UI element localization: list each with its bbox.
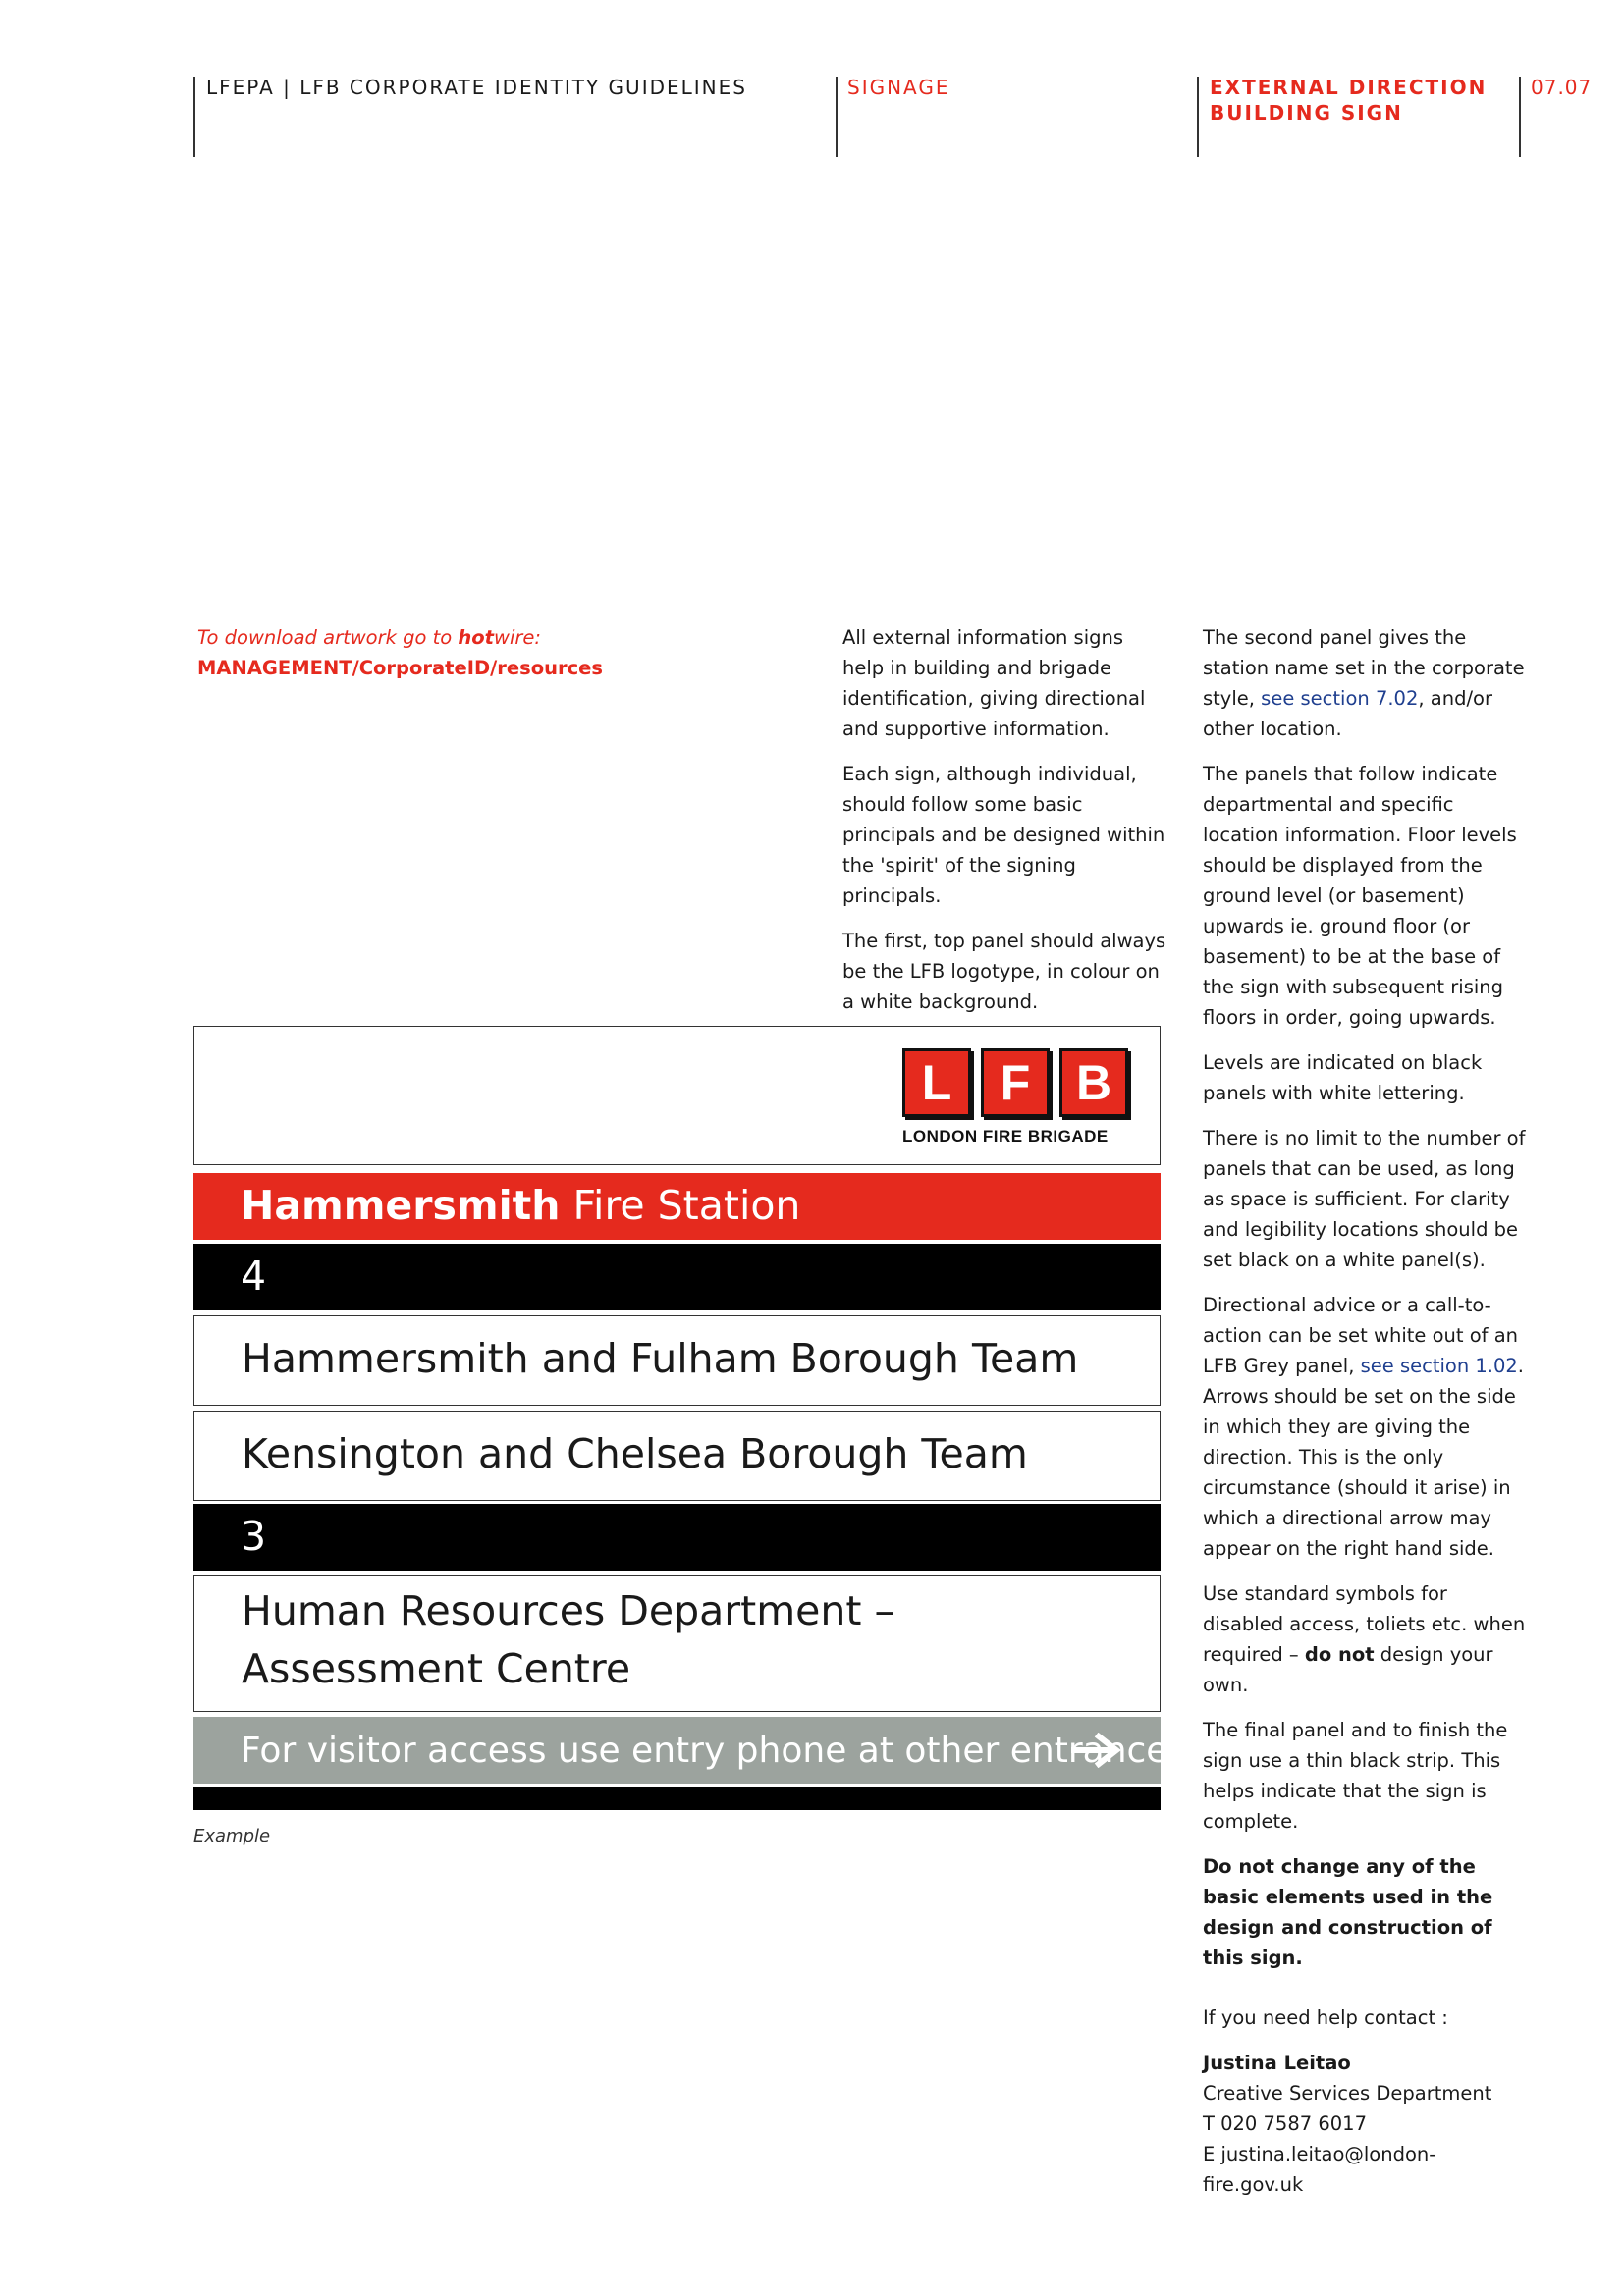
station-panel xyxy=(193,1173,1161,1240)
visitor-panel xyxy=(193,1717,1168,1784)
download-note xyxy=(197,622,603,683)
help-text: If you need help contact : xyxy=(1203,2006,1448,2029)
right-p6-tail: design your own. xyxy=(1203,1643,1493,1696)
hr-label-line-2: Assessment Centre xyxy=(242,1645,631,1692)
see-section-7-02-link[interactable]: see section 7.02 xyxy=(1261,687,1419,710)
right-paragraph-4: There is no limit to the number of panels that can be used, as long as space is sufficient. For clarity and legibility locations should be set black on a white panel(s). xyxy=(1203,1127,1526,1271)
visitor-label: For visitor access use entry phone at other entrance xyxy=(241,1731,1168,1771)
right-p5-text: Directional advice or a call-to-action can be set white out of an LFB Grey panel, xyxy=(1203,1294,1519,1377)
middle-paragraph-1: All external information signs help in building and brigade identification, giving directional and supportive information. xyxy=(842,626,1146,740)
lfb-logo xyxy=(902,1048,1128,1158)
contact-email[interactable]: E justina.leitao@london-fire.gov.uk xyxy=(1203,2143,1436,2196)
right-paragraph-6 xyxy=(1203,1578,1527,1700)
hr-label xyxy=(242,1582,894,1698)
right-paragraph-3: Levels are indicated on black panels with white lettering. xyxy=(1203,1051,1483,1104)
logo-panel xyxy=(193,1026,1161,1165)
doc-title: LFEPA | LFB CORPORATE IDENTITY GUIDELINES xyxy=(206,76,747,99)
team-1-label: Hammersmith and Fulham Borough Team xyxy=(242,1335,1079,1382)
right-paragraph-7: The final panel and to finish the sign use a thin black strip. This helps indicate that the sign is complete. xyxy=(1203,1719,1508,1833)
right-paragraph-1 xyxy=(1203,622,1527,744)
section-label: SIGNAGE xyxy=(847,76,950,99)
page-title-line-1: EXTERNAL DIRECTION xyxy=(1210,76,1488,99)
right-p1-tail: , and/or other location. xyxy=(1203,687,1492,740)
team-2-panel xyxy=(193,1411,1161,1501)
level-4-label: 4 xyxy=(241,1253,267,1300)
contact-dept: Creative Services Department xyxy=(1203,2082,1492,2105)
middle-paragraph-3: The first, top panel should always be the LFB logotype, in colour on a white background. xyxy=(842,930,1166,1013)
right-p1-text: The second panel gives the station name set in the corporate style, xyxy=(1203,626,1525,710)
hr-label-line-1: Human Resources Department – xyxy=(242,1587,894,1634)
page-title xyxy=(1210,75,1487,126)
right-paragraph-8: Do not change any of the basic elements used in the design and construction of this sign. xyxy=(1203,1855,1493,1969)
header-rule-4 xyxy=(1519,77,1521,157)
header-rule-1 xyxy=(193,77,195,157)
contact-phone: T 020 7587 6017 xyxy=(1203,2112,1367,2135)
header-rule-3 xyxy=(1197,77,1199,157)
level-3-panel xyxy=(193,1504,1161,1571)
right-column xyxy=(1203,622,1527,2200)
arrow-right-icon xyxy=(1071,1733,1122,1768)
right-p6-bold: do not xyxy=(1304,1643,1375,1666)
right-p5-tail: . Arrows should be set on the side in which they are giving the direction. This is the only circumstance (should it arise) in which a directional arrow may appear on the right hand side. xyxy=(1203,1355,1524,1560)
station-name xyxy=(241,1177,800,1235)
right-p6-text: Use standard symbols for disabled access, toliets etc. when required – xyxy=(1203,1582,1526,1666)
contact-block xyxy=(1203,2048,1527,2200)
station-name-bold: Hammersmith xyxy=(241,1182,561,1229)
contact-name: Justina Leitao xyxy=(1203,2052,1351,2074)
middle-paragraph-2: Each sign, although individual, should follow some basic principals and be designed within the 'spirit' of the signing principals. xyxy=(842,763,1165,907)
header-rule-2 xyxy=(836,77,838,157)
logo-letter-f: F xyxy=(981,1048,1050,1117)
right-paragraph-5 xyxy=(1203,1290,1527,1564)
hr-panel xyxy=(193,1575,1161,1712)
level-4-panel xyxy=(193,1244,1161,1310)
team-2-label: Kensington and Chelsea Borough Team xyxy=(242,1430,1028,1477)
download-intro: To download artwork go to xyxy=(197,626,459,649)
station-name-regular: Fire Station xyxy=(560,1182,801,1229)
download-hot: hot xyxy=(458,626,495,649)
page-number: 07.07 xyxy=(1531,76,1593,99)
logo-letter-l: L xyxy=(902,1048,971,1117)
level-3-label: 3 xyxy=(241,1513,267,1560)
end-strip xyxy=(193,1787,1161,1810)
page-title-line-2: BUILDING SIGN xyxy=(1210,101,1403,125)
download-wire: wire: xyxy=(494,626,541,649)
logo-letter-b: B xyxy=(1059,1048,1128,1117)
middle-column xyxy=(842,622,1166,1032)
download-path-link[interactable]: MANAGEMENT/CorporateID/resources xyxy=(197,657,604,679)
team-1-panel xyxy=(193,1315,1161,1406)
see-section-1-02-link[interactable]: see section 1.02 xyxy=(1360,1355,1518,1377)
example-caption: Example xyxy=(193,1826,271,1846)
logo-wordmark: LONDON FIRE BRIGADE xyxy=(902,1127,1109,1146)
right-paragraph-2: The panels that follow indicate departmental and specific location information. Floor levels should be displayed from the ground level (or basement) upwards ie. ground floor (or basement) to be at the base of the sign with subsequent rising floors in order, going upwards. xyxy=(1203,763,1517,1029)
